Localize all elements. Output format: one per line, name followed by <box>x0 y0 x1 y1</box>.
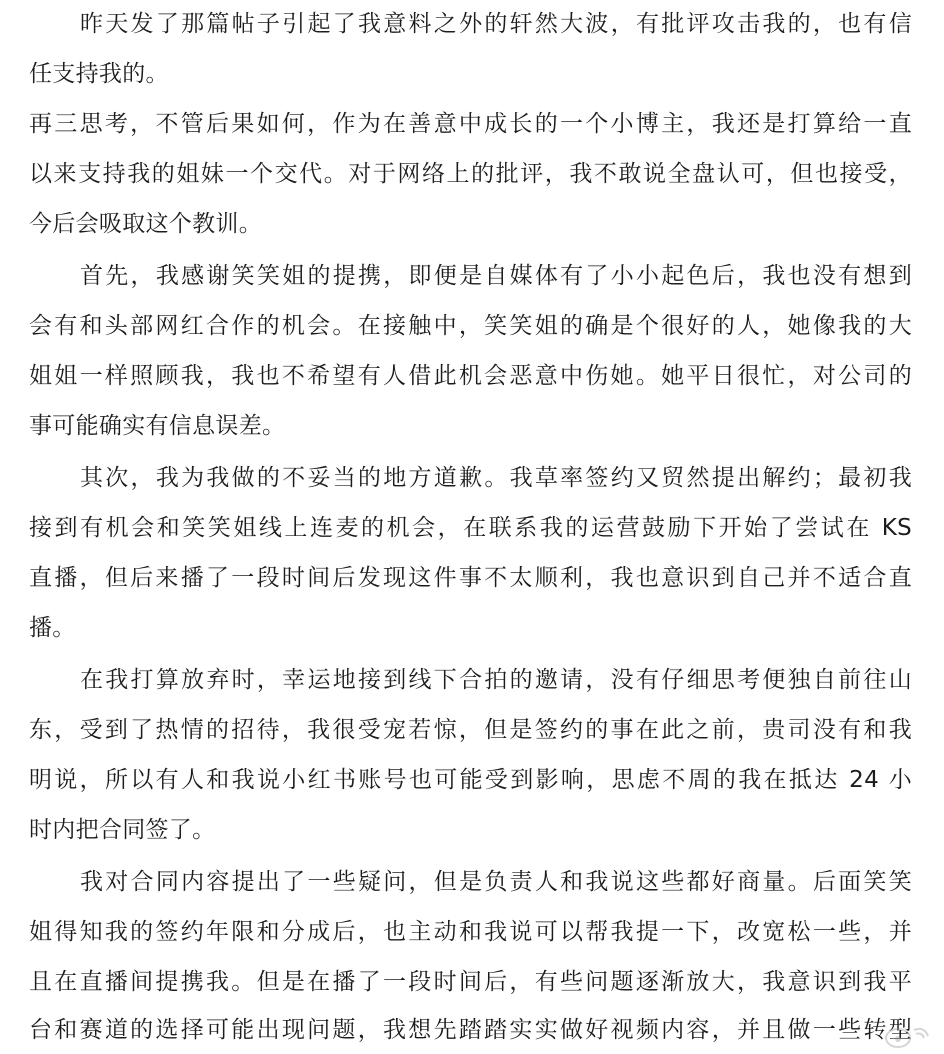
watermark-logo-icon <box>878 1022 938 1052</box>
text-line <box>0 660 944 700</box>
line-text: 接到有机会和笑笑姐线上连麦的机会，在联系我的运营鼓励下开始了尝试在 KS <box>29 515 912 541</box>
text-line <box>0 154 944 194</box>
text-line <box>0 912 944 952</box>
line-text: 再三思考，不管后果如何，作为在善意中成长的一个小博主，我还是打算给一直 <box>29 111 912 137</box>
line-text: 我对合同内容提出了一些疑问，但是负责人和我说这些都好商量。后面笑笑 <box>80 869 912 895</box>
text-line <box>0 558 944 598</box>
text-line <box>0 54 944 94</box>
line-text: 时内把合同签了。 <box>29 817 216 843</box>
text-line <box>0 1010 944 1050</box>
text-line <box>0 256 944 296</box>
text-line <box>0 4 944 44</box>
line-text: 首先，我感谢笑笑姐的提携，即便是自媒体有了小小起色后，我也没有想到 <box>80 263 912 289</box>
line-text: 事可能确实有信息误差。 <box>29 413 286 439</box>
line-text: 昨天发了那篇帖子引起了我意料之外的轩然大波，有批评攻击我的，也有信 <box>80 11 912 37</box>
text-line <box>0 458 944 498</box>
line-text: 东，受到了热情的招待，我很受宠若惊，但是签约的事在此之前，贵司没有和我 <box>29 717 912 743</box>
line-text: 会有和头部网红合作的机会。在接触中，笑笑姐的确是个很好的人，她像我的大 <box>29 313 912 339</box>
text-line <box>0 406 944 446</box>
text-line <box>0 356 944 396</box>
text-line <box>0 962 944 1002</box>
text-line <box>0 862 944 902</box>
text-line <box>0 710 944 750</box>
text-line <box>0 204 944 244</box>
line-text: 播。 <box>29 615 76 641</box>
line-text: 台和赛道的选择可能出现问题，我想先踏踏实实做好视频内容，并且做一些转型 <box>29 1017 912 1043</box>
text-line <box>0 810 944 850</box>
line-text: 明说，所以有人和我说小红书账号也可能受到影响，思虑不周的我在抵达 24 小 <box>29 767 912 793</box>
line-text: 且在直播间提携我。但是在播了一段时间后，有些问题逐渐放大，我意识到我平 <box>29 969 912 995</box>
text-line <box>0 760 944 800</box>
text-line <box>0 608 944 648</box>
line-text: 在我打算放弃时，幸运地接到线下合拍的邀请，没有仔细思考便独自前往山 <box>80 667 912 693</box>
line-text: 姐得知我的签约年限和分成后，也主动和我说可以帮我提一下，改宽松一些，并 <box>29 919 912 945</box>
line-text: 其次，我为我做的不妥当的地方道歉。我草率签约又贸然提出解约；最初我 <box>80 465 912 491</box>
text-line <box>0 306 944 346</box>
line-text: 姐姐一样照顾我，我也不希望有人借此机会恶意中伤她。她平日很忙，对公司的 <box>29 363 912 389</box>
line-text: 任支持我的。 <box>29 61 169 87</box>
line-text: 今后会吸取这个教训。 <box>29 211 262 237</box>
line-text: 直播，但后来播了一段时间后发现这件事不太顺利，我也意识到自己并不适合直 <box>29 565 912 591</box>
line-text: 以来支持我的姐妹一个交代。对于网络上的批评，我不敢说全盘认可，但也接受， <box>29 161 912 187</box>
text-line <box>0 104 944 144</box>
text-line <box>0 508 944 548</box>
